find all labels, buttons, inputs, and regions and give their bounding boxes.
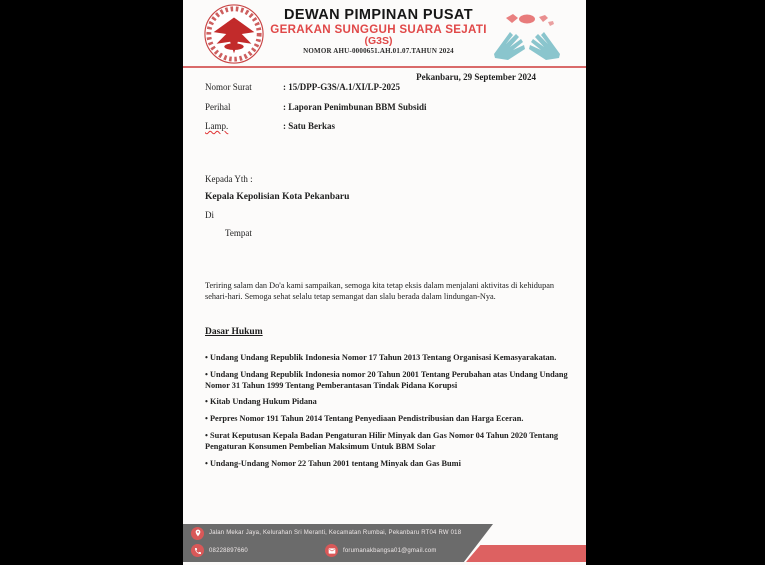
footer-address [191, 527, 461, 540]
list-item: • Undang-Undang Nomor 22 Tahun 2001 tentang Minyak dan Gas Bumi [205, 459, 573, 470]
org-registration-number: NOMOR AHU-0000651.AH.01.07.TAHUN 2024 [303, 47, 454, 55]
org-name: DEWAN PIMPINAN PUSAT [284, 7, 473, 23]
field-lampiran [205, 121, 535, 131]
list-item: • Undang Undang Republik Indonesia nomor 20 Tahun 2001 Tentang Perubahan atas Undang Undang Nomor 31 Tahun 1999 Tentang Pemberantasan Tindak Pidana Korupsi [205, 370, 573, 392]
list-item: • Undang Undang Republik Indonesia Nomor 17 Tahun 2013 Tentang Organisasi Kemasyarakatan. [205, 353, 573, 364]
field-value: : Satu Berkas [283, 121, 336, 131]
list-item: • Perpres Nomor 191 Tahun 2014 Tentang Penyediaan Pendistribusian dan Harga Eceran. [205, 414, 573, 425]
email-icon [325, 544, 338, 557]
field-perihal [205, 102, 535, 112]
hands-logo-icon [492, 10, 562, 62]
greeting-paragraph: Teriring salam dan Do'a kami sampaikan, semoga kita tetap eksis dalam menjalani aktivitas di kehidupan sehari-hari. Semoga sehat selalu tetap semangat dan slalu berada dalam lindungan-Nya. [205, 281, 555, 301]
letter-footer [183, 524, 586, 562]
organization-seal-icon [203, 3, 265, 65]
recipient-name: Kepala Kepolisian Kota Pekanbaru [205, 192, 350, 202]
field-nomor-surat [205, 82, 535, 92]
list-item: • Kitab Undang Hukum Pidana [205, 397, 573, 408]
footer-email [325, 544, 437, 557]
recipient-salutation: Kepada Yth : [205, 174, 253, 184]
letter-document [183, 0, 586, 565]
section-title-dasar-hukum: Dasar Hukum [205, 327, 263, 337]
field-value: : 15/DPP-G3S/A.1/XI/LP-2025 [283, 82, 400, 92]
recipient-place: Tempat [225, 228, 252, 238]
legal-basis-list [205, 353, 573, 475]
letter-date: Pekanbaru, 29 September 2024 [416, 72, 536, 82]
list-item: • Surat Keputusan Kepala Badan Pengaturan Hilir Minyak dan Gas Nomor 04 Tahun 2020 Tentang Pengaturan Konsumen Pembelian Maksimum Untuk BBM Solar [205, 431, 573, 453]
field-value: : Laporan Penimbunan BBM Subsidi [283, 101, 427, 112]
footer-red-band [466, 545, 586, 562]
letterhead-text [269, 7, 488, 56]
org-abbreviation: (G3S) [364, 35, 393, 47]
recipient-di: Di [205, 210, 214, 220]
field-label-misspell-underline: Lamp. [205, 121, 229, 131]
field-label: Perihal [205, 101, 231, 112]
letterhead [183, 0, 586, 66]
footer-email-text: forumanakbangsa01@gmail.com [343, 547, 437, 554]
phone-icon [191, 544, 204, 557]
footer-phone [191, 544, 248, 557]
header-divider [183, 66, 586, 68]
location-pin-icon [191, 527, 204, 540]
footer-address-text: Jalan Mekar Jaya, Kelurahan Sri Meranti, Kecamatan Rumbai, Pekanbaru RT04 RW 018 [209, 530, 462, 536]
footer-phone-text: 08228897660 [209, 547, 248, 554]
org-movement-name: GERAKAN SUNGGUH SUARA SEJATI [270, 23, 487, 36]
recipient-block [205, 174, 349, 246]
letter-meta-fields [205, 82, 535, 141]
field-label: Nomor Surat [205, 82, 252, 92]
